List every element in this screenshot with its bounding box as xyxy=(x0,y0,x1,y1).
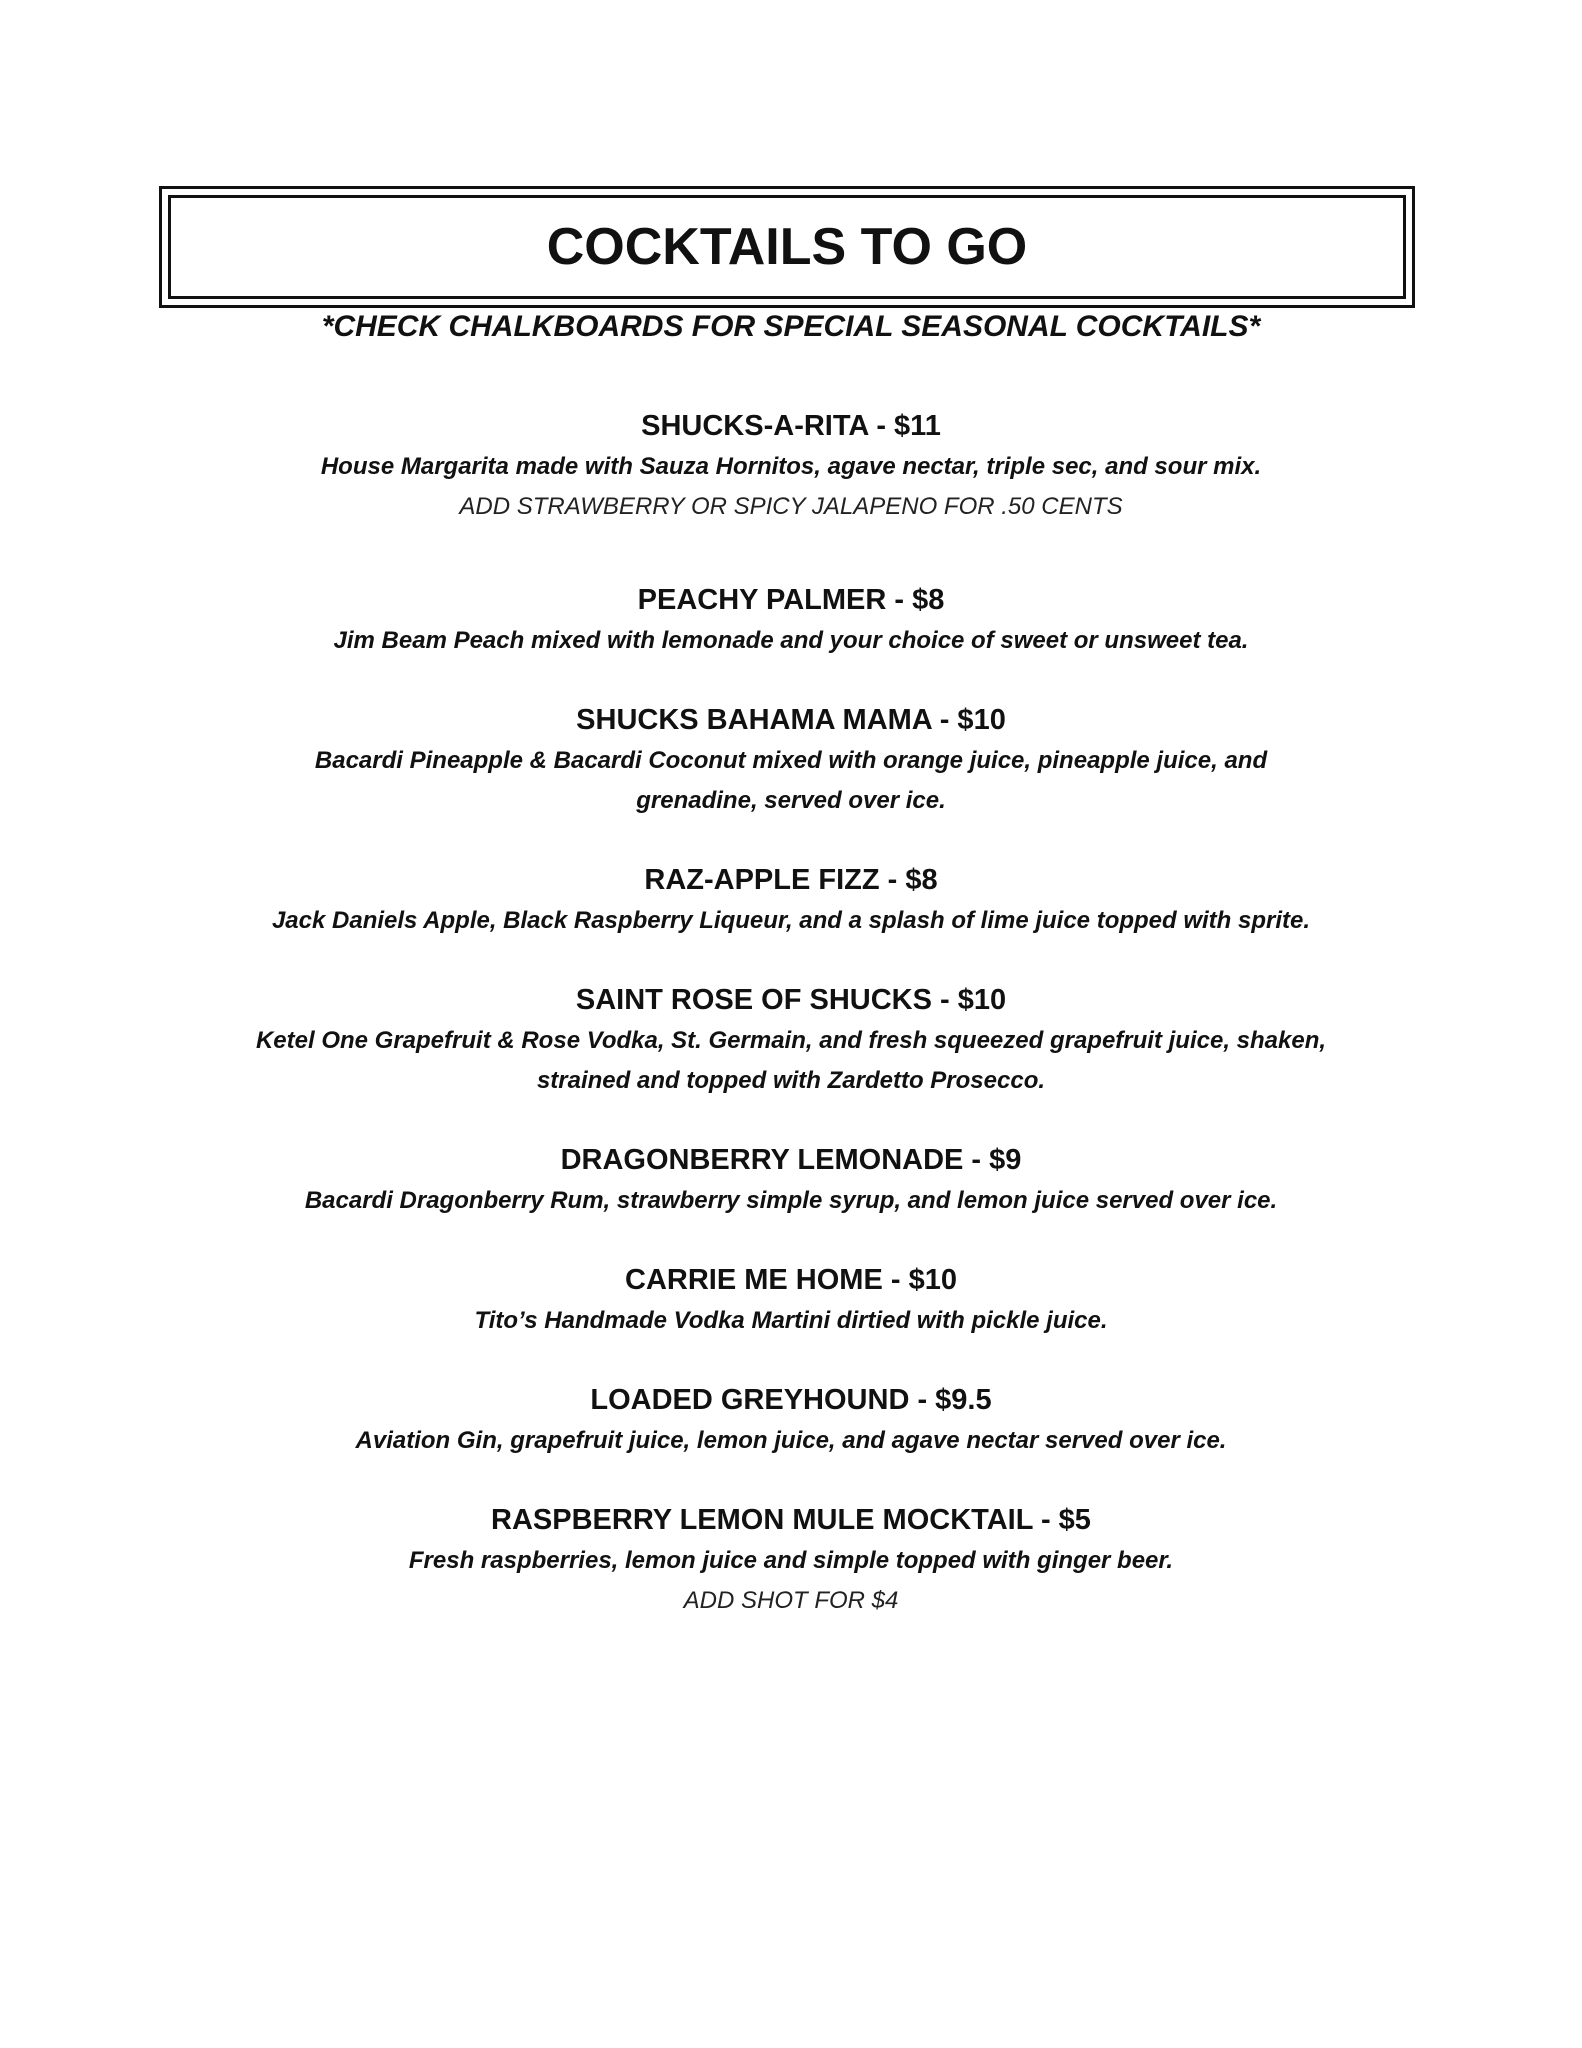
item-note: ADD STRAWBERRY OR SPICY JALAPENO FOR .50 CENTS xyxy=(459,493,1123,520)
menu-item xyxy=(0,859,1582,941)
item-description: Ketel One Grapefruit & Rose Vodka, St. Germain, and fresh squeezed grapefruit juice, shaken, xyxy=(255,1027,1327,1054)
item-description: grenadine, served over ice. xyxy=(636,787,946,814)
item-description: Tito’s Handmade Vodka Martini dirtied with pickle juice. xyxy=(474,1307,1108,1334)
item-name: SHUCKS BAHAMA MAMA - $10 xyxy=(576,704,1006,736)
seasonal-notice: *CHECK CHALKBOARDS FOR SPECIAL SEASONAL COCKTAILS* xyxy=(321,310,1261,343)
item-description: Bacardi Dragonberry Rum, strawberry simple syrup, and lemon juice served over ice. xyxy=(304,1187,1278,1214)
cocktail-menu xyxy=(0,405,1582,1621)
item-name: CARRIE ME HOME - $10 xyxy=(625,1264,957,1296)
item-name: DRAGONBERRY LEMONADE - $9 xyxy=(560,1144,1022,1176)
page-title: COCKTAILS TO GO xyxy=(546,218,1028,276)
item-description: Jim Beam Peach mixed with lemonade and your choice of sweet or unsweet tea. xyxy=(333,627,1249,654)
menu-item xyxy=(0,1259,1582,1341)
item-name: RASPBERRY LEMON MULE MOCKTAIL - $5 xyxy=(491,1504,1091,1536)
item-name: RAZ-APPLE FIZZ - $8 xyxy=(644,864,938,896)
title-frame-inner xyxy=(168,195,1406,299)
item-description: Bacardi Pineapple & Bacardi Coconut mixed with orange juice, pineapple juice, and xyxy=(314,747,1268,774)
menu-item xyxy=(0,579,1582,661)
item-description: Fresh raspberries, lemon juice and simple topped with ginger beer. xyxy=(408,1547,1174,1574)
item-description: House Margarita made with Sauza Hornitos, agave nectar, triple sec, and sour mix. xyxy=(320,453,1262,480)
menu-item xyxy=(0,1499,1582,1621)
item-description: strained and topped with Zardetto Prosecco. xyxy=(536,1067,1046,1094)
menu-item xyxy=(0,1379,1582,1461)
item-description: Aviation Gin, grapefruit juice, lemon juice, and agave nectar served over ice. xyxy=(355,1427,1227,1454)
item-name: SHUCKS-A-RITA - $11 xyxy=(641,410,941,442)
menu-item xyxy=(0,699,1582,821)
item-description: Jack Daniels Apple, Black Raspberry Liqueur, and a splash of lime juice topped with sprite. xyxy=(271,907,1311,934)
item-name: SAINT ROSE OF SHUCKS - $10 xyxy=(575,984,1007,1016)
menu-item xyxy=(0,405,1582,527)
menu-item xyxy=(0,979,1582,1101)
item-name: LOADED GREYHOUND - $9.5 xyxy=(590,1384,992,1416)
menu-item xyxy=(0,1139,1582,1221)
item-note: ADD SHOT FOR $4 xyxy=(683,1587,899,1614)
title-frame xyxy=(159,186,1415,308)
item-name: PEACHY PALMER - $8 xyxy=(637,584,945,616)
